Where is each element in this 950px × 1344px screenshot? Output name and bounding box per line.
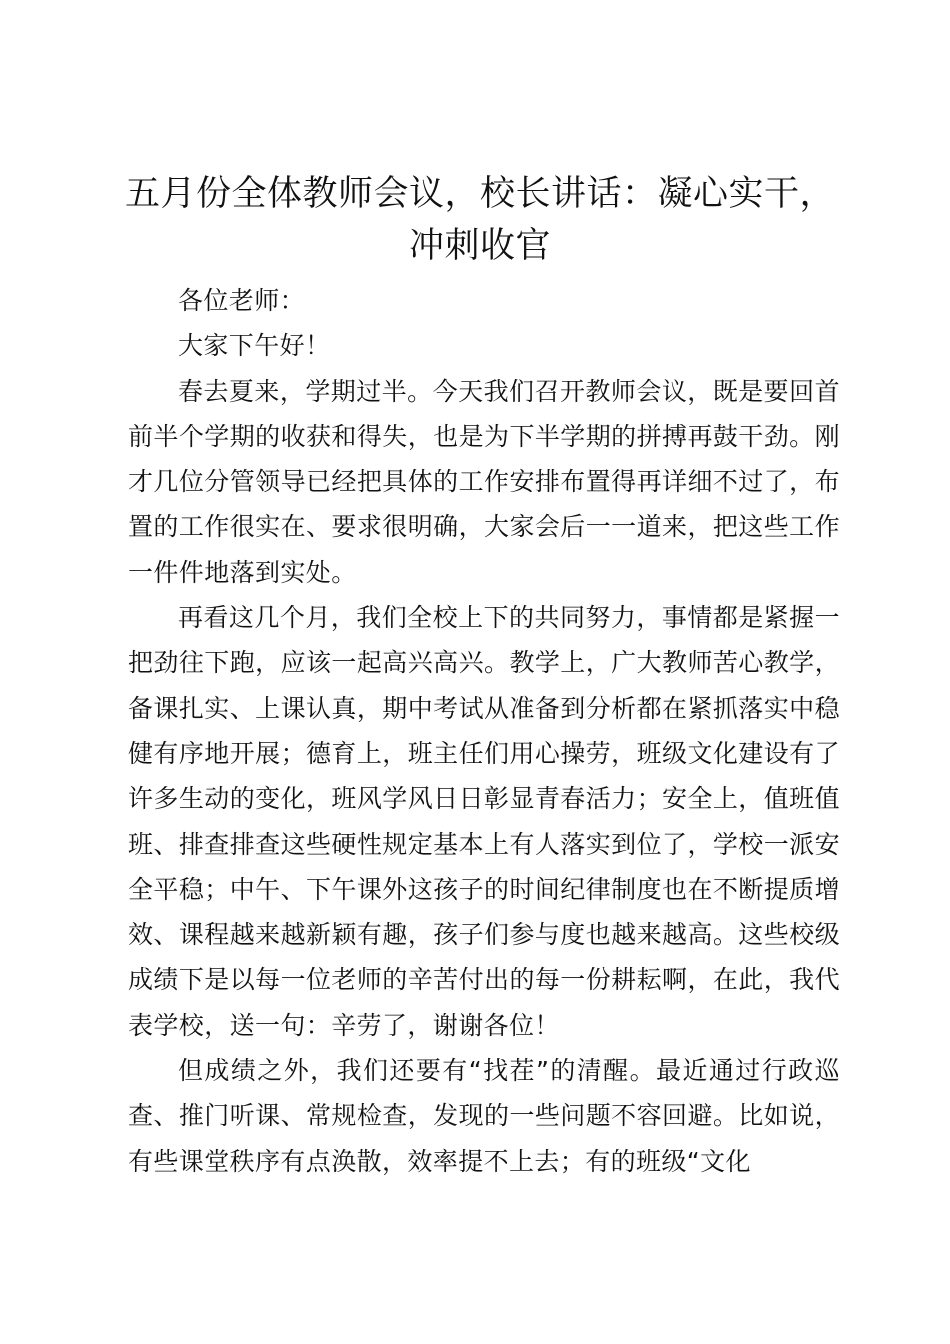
document-body [128,278,840,1184]
paragraph-opening: 春去夏来，学期过半。今天我们召开教师会议，既是要回首前半个学期的收获和得失，也是为下半学期的拼搏再鼓干劲。刚才几位分管领导已经把具体的工作安排布置得再详细不过了，布置的工作很实在、要求很明确，大家会后一一道来，把这些工作一件件地落到实处。 [128,376,840,587]
document-title [120,168,840,272]
paragraph-achievements: 再看这几个月，我们全校上下的共同努力，事情都是紧握一把劲往下跑，应该一起高兴高兴。教学上，广大教师苦心教学，备课扎实、上课认真，期中考试从准备到分析都在紧抓落实中稳健有序地开展；德育上，班主任们用心操劳，班级文化建设有了许多生动的变化，班风学风日日彰显青春活力；安全上，值班值班、排查排查这些硬性规定基本上有人落实到位了，学校一派安全平稳；中午、下午课外这孩子的时间纪律制度也在不断提质增效、课程越来越新颖有趣，孩子们参与度也越来越高。这些校级成绩下是以每一位老师的辛苦付出的每一份耕耘啊，在此，我代表学校，送一句：辛劳了，谢谢各位！ [128,603,840,1040]
paragraph-problems: 但成绩之外，我们还要有“找茬”的清醒。最近通过行政巡查、推门听课、常规检查，发现的一些问题不容回避。比如说，有些课堂秩序有点涣散，效率提不上去；有的班级“文化 [128,1056,840,1176]
title-line-2: 冲刺收官 [408,226,551,266]
salutation: 各位老师： [178,286,306,315]
title-line-1: 五月份全体教师会议，校长讲话：凝心实干， [124,174,835,214]
greeting: 大家下午好！ [178,331,331,361]
